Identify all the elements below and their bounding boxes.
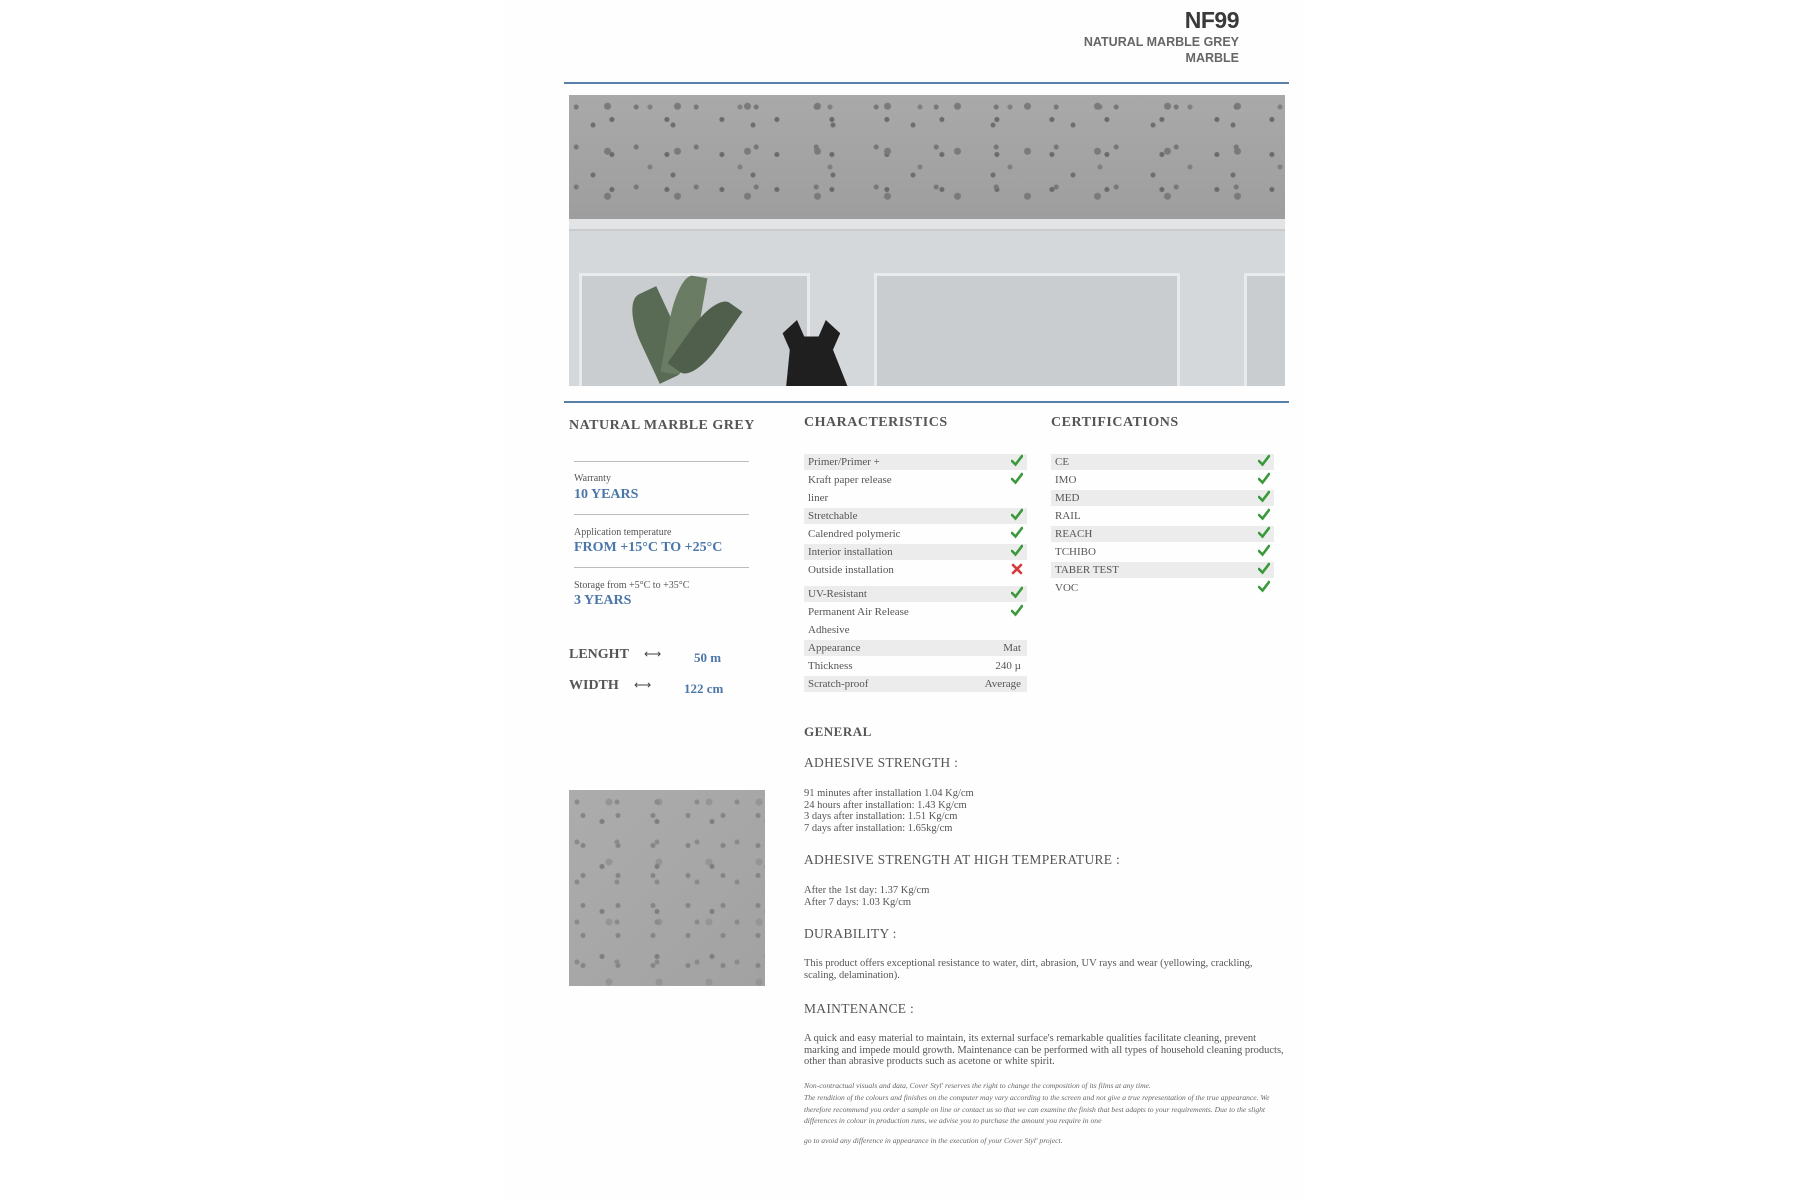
check-icon (1258, 454, 1270, 468)
length-arrow-icon: ⟷ (644, 647, 662, 661)
disclaimer-paragraph: The rendition of the colours and finishes on the computer may vary according to the screen and not give a true representation of the true appearance. We therefore recommend you order a sample on line or contact us so that we can examine the finish that best adapts to your requirements. Due to the slight differences in colour in production runs, we advise you to purchase the amount you require in one (804, 1093, 1270, 1125)
characteristic-label: Stretchable (808, 510, 858, 522)
certification-row (1051, 490, 1274, 506)
adhesive-line: 24 hours after installation: 1.43 Kg/cm (804, 799, 967, 811)
certifications-title: CERTIFICATIONS (1051, 415, 1179, 430)
certification-label: IMO (1055, 474, 1077, 486)
check-icon (1011, 472, 1023, 486)
certification-row (1051, 562, 1274, 578)
hero-photo (569, 95, 1285, 386)
characteristic-row (804, 676, 1027, 692)
check-icon (1258, 490, 1270, 504)
high-temp-list (804, 885, 1284, 908)
check-icon (1258, 562, 1270, 576)
high-temp-line: After the 1st day: 1.37 Kg/cm (804, 885, 930, 896)
divider (574, 461, 749, 462)
characteristic-label: Scratch-proof (808, 678, 869, 690)
high-temp-title: ADHESIVE STRENGTH AT HIGH TEMPERATURE : (804, 852, 1121, 867)
certification-row (1051, 472, 1274, 488)
characteristic-row (804, 562, 1027, 578)
check-icon (1258, 580, 1270, 594)
characteristic-row (804, 508, 1027, 524)
product-code: NF99 (1184, 7, 1239, 33)
shelf-ledge (569, 219, 1285, 231)
check-icon (1011, 454, 1023, 468)
spec-sheet (504, 0, 1304, 1200)
certification-row (1051, 544, 1274, 560)
adhesive-line: 91 minutes after installation 1.04 Kg/cm (804, 788, 974, 799)
check-icon (1258, 526, 1270, 540)
certification-label: MED (1055, 492, 1080, 504)
check-icon (1011, 544, 1023, 558)
length-value: 50 m (694, 650, 722, 665)
certification-row (1051, 454, 1274, 470)
certification-label: TCHIBO (1055, 546, 1096, 558)
check-icon (1011, 508, 1023, 522)
characteristic-row (804, 472, 1027, 488)
check-icon (1011, 586, 1023, 600)
adhesive-strength-title: ADHESIVE STRENGTH : (804, 755, 959, 770)
length-label: LENGHT (569, 647, 629, 662)
check-icon (1011, 604, 1023, 618)
maintenance-text: A quick and easy material to maintain, its external surface's remarkable qualities facilitate cleaning, prevent marking and impede mould growth. Maintenance can be performed with all types of household cleaning products, other than abrasive products such as acetone or white spirit. (804, 1033, 1284, 1067)
divider (574, 567, 749, 568)
characteristic-label: Interior installation (808, 546, 893, 558)
header-divider (564, 82, 1289, 84)
product-subtitle: NATURAL MARBLE GREY (1083, 35, 1239, 49)
characteristic-row (804, 490, 1027, 506)
storage-label: Storage from +5°C to +35°C (574, 580, 690, 591)
characteristic-label: liner (808, 492, 829, 504)
characteristic-label: Appearance (808, 642, 861, 654)
warranty-label: Warranty (574, 473, 611, 484)
characteristics-title: CHARACTERISTICS (804, 415, 948, 430)
characteristic-row (804, 604, 1027, 620)
certification-row (1051, 580, 1274, 596)
width-value: 122 cm (684, 681, 724, 696)
certification-label: CE (1055, 456, 1070, 468)
characteristic-label: Adhesive (808, 624, 850, 636)
certification-label: TABER TEST (1055, 564, 1120, 576)
wall-panel (874, 273, 1180, 386)
storage-value: 3 YEARS (574, 593, 632, 608)
high-temp-line: After 7 days: 1.03 Kg/cm (804, 896, 912, 908)
adhesive-strength-list (804, 788, 1284, 834)
check-icon (1258, 544, 1270, 558)
durability-title: DURABILITY : (804, 926, 897, 941)
certification-row (1051, 508, 1274, 524)
certification-row (1051, 526, 1274, 542)
product-name: NATURAL MARBLE GREY (569, 418, 755, 433)
adhesive-line: 3 days after installation: 1.51 Kg/cm (804, 811, 958, 822)
marble-swatch (569, 790, 765, 986)
app-temp-label: Application temperature (574, 527, 672, 538)
product-category: MARBLE (1185, 51, 1239, 65)
characteristic-row (804, 526, 1027, 542)
general-title: GENERAL (804, 724, 872, 739)
app-temp-value: FROM +15°C TO +25°C (574, 540, 723, 555)
disclaimer-line: Non-contractual visuals and data, Cover Styl' reserves the right to change the composition of its films at any time. (804, 1081, 1151, 1090)
adhesive-line: 7 days after installation: 1.65kg/cm (804, 822, 953, 834)
width-label: WIDTH (569, 678, 619, 693)
certification-label: RAIL (1055, 510, 1081, 522)
characteristic-label: Outside installation (808, 564, 894, 576)
characteristic-label: UV-Resistant (808, 588, 867, 600)
characteristic-label: Calendred polymeric (808, 528, 901, 540)
durability-text: This product offers exceptional resistance to water, dirt, abrasion, UV rays and wear (yellowing, crackling, scaling, delamination). (804, 958, 1253, 981)
check-icon (1011, 526, 1023, 540)
characteristic-label: Permanent Air Release (808, 606, 909, 618)
characteristic-label: Primer/Primer + (808, 456, 880, 468)
marble-surface (569, 95, 1285, 219)
characteristic-row (804, 454, 1027, 470)
characteristic-row (804, 586, 1027, 602)
characteristic-row (804, 658, 1027, 674)
characteristic-row (804, 640, 1027, 656)
check-icon (1258, 472, 1270, 486)
characteristic-label: Kraft paper release (808, 474, 892, 486)
characteristic-row (804, 544, 1027, 560)
check-icon (1258, 508, 1270, 522)
characteristic-value: Average (984, 678, 1021, 690)
certification-label: VOC (1055, 582, 1079, 594)
disclaimer-closing: go to avoid any difference in appearance in the execution of your Cover Styl' project. (804, 1136, 1063, 1145)
warranty-value: 10 YEARS (574, 487, 639, 502)
wall-panel (1244, 273, 1285, 386)
characteristic-row (804, 622, 1027, 638)
characteristic-value: 240 µ (995, 660, 1021, 672)
characteristic-label: Thickness (808, 660, 853, 672)
divider (574, 514, 749, 515)
cross-icon (1011, 562, 1023, 576)
width-arrow-icon: ⟷ (634, 678, 652, 692)
certification-label: REACH (1055, 528, 1093, 540)
maintenance-title: MAINTENANCE : (804, 1001, 915, 1016)
section-divider (564, 401, 1289, 403)
characteristic-value: Mat (1003, 642, 1021, 654)
